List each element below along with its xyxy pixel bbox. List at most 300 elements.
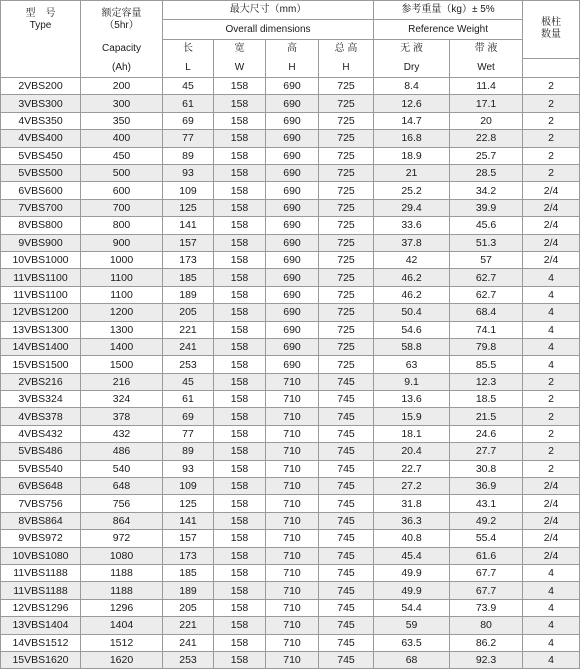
height-cell: 710 [266,443,319,460]
model-cell: 14VBS1400 [1,338,81,355]
model-cell: 10VBS1080 [1,547,81,564]
table-row [1,95,580,112]
total-height-cell: 745 [319,443,374,460]
table-row [1,130,580,147]
table-row [1,112,580,129]
length-cell: 253 [163,651,214,668]
capacity-cell: 1100 [81,286,163,303]
length-cell: 185 [163,269,214,286]
dry-weight-cell: 50.4 [374,304,450,321]
dry-weight-cell: 63.5 [374,634,450,651]
table-row [1,565,580,582]
width-cell: 158 [214,234,266,251]
length-cell: 157 [163,234,214,251]
capacity-cell: 648 [81,478,163,495]
dimensions-header-zh: 最大尺寸（mm） [229,4,307,16]
terminals-cell: 2 [523,391,580,408]
length-cell: 205 [163,599,214,616]
length-cell: 141 [163,217,214,234]
capacity-cell: 324 [81,391,163,408]
model-cell: 4VBS378 [1,408,81,425]
length-cell: 61 [163,391,214,408]
width-cell: 158 [214,373,266,390]
model-header-zh: 型 号 [25,8,56,20]
terminals-cell: 2 [523,443,580,460]
length-header-en: L [163,58,214,77]
dry-weight-cell: 25.2 [374,182,450,199]
capacity-cell: 972 [81,530,163,547]
terminals-header-blank [523,58,580,77]
terminals-cell: 4 [523,617,580,634]
terminals-cell: 2/4 [523,234,580,251]
dry-weight-cell: 22.7 [374,460,450,477]
table-row [1,217,580,234]
total-height-cell: 745 [319,391,374,408]
dry-weight-cell: 46.2 [374,286,450,303]
table-row [1,286,580,303]
capacity-cell: 1512 [81,634,163,651]
height-cell: 710 [266,651,319,668]
model-cell: 9VBS972 [1,530,81,547]
model-cell: 5VBS540 [1,460,81,477]
terminals-cell: 4 [523,565,580,582]
table-row [1,373,580,390]
width-cell: 158 [214,356,266,373]
width-cell: 158 [214,321,266,338]
height-cell: 710 [266,512,319,529]
length-cell: 69 [163,408,214,425]
dry-weight-cell: 63 [374,356,450,373]
wet-weight-cell: 20 [450,112,523,129]
dry-weight-cell: 40.8 [374,530,450,547]
height-cell: 690 [266,321,319,338]
total-height-cell: 745 [319,617,374,634]
total-height-cell: 725 [319,321,374,338]
wet-weight-header-en: Wet [450,58,523,77]
width-cell: 158 [214,547,266,564]
capacity-cell: 1296 [81,599,163,616]
width-header-zh: 宽 [214,39,266,58]
table-row [1,304,580,321]
height-cell: 690 [266,78,319,95]
terminals-header-zh-2: 数量 [541,29,562,41]
table-row [1,251,580,268]
length-cell: 221 [163,321,214,338]
total-height-cell: 745 [319,478,374,495]
model-cell: 10VBS1000 [1,251,81,268]
width-cell: 158 [214,182,266,199]
height-cell: 690 [266,234,319,251]
model-cell: 3VBS324 [1,391,81,408]
total-height-cell: 725 [319,356,374,373]
terminals-cell: 4 [523,599,580,616]
length-cell: 173 [163,547,214,564]
width-cell: 158 [214,582,266,599]
height-cell: 690 [266,217,319,234]
width-cell: 158 [214,478,266,495]
dry-weight-header-en: Dry [374,58,450,77]
model-cell: 4VBS432 [1,425,81,442]
total-height-cell: 745 [319,460,374,477]
capacity-cell: 1188 [81,582,163,599]
wet-weight-cell: 62.7 [450,286,523,303]
weight-header [374,1,523,20]
capacity-cell: 900 [81,234,163,251]
wet-weight-cell: 80 [450,617,523,634]
wet-weight-cell: 45.6 [450,217,523,234]
model-cell: 11VBS1100 [1,269,81,286]
capacity-cell: 540 [81,460,163,477]
dry-weight-cell: 54.4 [374,599,450,616]
capacity-header-unit: (Ah) [81,58,163,77]
terminals-cell: 2 [523,147,580,164]
terminals-cell: 2 [523,408,580,425]
model-cell: 11VBS1188 [1,565,81,582]
terminals-cell: 2 [523,165,580,182]
model-cell: 12VBS1200 [1,304,81,321]
height-cell: 710 [266,425,319,442]
capacity-cell: 600 [81,182,163,199]
total-height-cell: 725 [319,165,374,182]
width-cell: 158 [214,565,266,582]
length-cell: 125 [163,199,214,216]
length-cell: 93 [163,165,214,182]
wet-weight-cell: 39.9 [450,199,523,216]
terminals-cell: 4 [523,356,580,373]
total-height-cell: 745 [319,373,374,390]
capacity-cell: 1620 [81,651,163,668]
capacity-cell: 216 [81,373,163,390]
table-row [1,147,580,164]
capacity-cell: 500 [81,165,163,182]
table-row [1,234,580,251]
table-row [1,582,580,599]
dry-weight-cell: 18.9 [374,147,450,164]
table-row [1,338,580,355]
height-cell: 710 [266,634,319,651]
table-row [1,478,580,495]
height-cell: 690 [266,269,319,286]
capacity-cell: 1500 [81,356,163,373]
capacity-header-rate: （5hr） [104,20,139,32]
height-cell: 690 [266,251,319,268]
wet-weight-cell: 30.8 [450,460,523,477]
length-cell: 77 [163,130,214,147]
capacity-cell: 1100 [81,269,163,286]
table-row [1,495,580,512]
total-height-cell: 745 [319,530,374,547]
total-height-cell: 745 [319,651,374,668]
dry-weight-cell: 16.8 [374,130,450,147]
height-cell: 710 [266,495,319,512]
length-cell: 157 [163,530,214,547]
width-cell: 158 [214,304,266,321]
total-height-cell: 725 [319,182,374,199]
width-cell: 158 [214,217,266,234]
terminals-header-zh-1: 极柱 [541,17,562,29]
height-cell: 690 [266,130,319,147]
length-cell: 141 [163,512,214,529]
width-cell: 158 [214,617,266,634]
total-height-header-zh: 总 高 [319,39,374,58]
capacity-cell: 450 [81,147,163,164]
wet-weight-cell: 92.3 [450,651,523,668]
length-cell: 109 [163,182,214,199]
model-header-en: Type [29,20,52,32]
table-row [1,199,580,216]
height-cell: 710 [266,582,319,599]
wet-weight-cell: 74.1 [450,321,523,338]
width-cell: 158 [214,408,266,425]
height-cell: 710 [266,478,319,495]
dry-weight-cell: 54.6 [374,321,450,338]
total-height-cell: 745 [319,512,374,529]
total-height-cell: 745 [319,565,374,582]
dry-weight-cell: 49.9 [374,582,450,599]
width-cell: 158 [214,78,266,95]
terminals-cell: 4 [523,321,580,338]
height-cell: 690 [266,338,319,355]
model-cell: 2VBS216 [1,373,81,390]
table-row [1,182,580,199]
terminals-cell: 2 [523,460,580,477]
height-cell: 710 [266,617,319,634]
terminals-cell: 2/4 [523,251,580,268]
model-cell: 3VBS300 [1,95,81,112]
model-cell: 6VBS648 [1,478,81,495]
dry-weight-cell: 37.8 [374,234,450,251]
model-cell: 4VBS400 [1,130,81,147]
total-height-cell: 725 [319,338,374,355]
capacity-header-zh: 额定容量 [101,8,142,20]
length-cell: 45 [163,78,214,95]
width-cell: 158 [214,112,266,129]
wet-weight-cell: 79.8 [450,338,523,355]
width-cell: 158 [214,130,266,147]
width-cell: 158 [214,599,266,616]
capacity-cell: 200 [81,78,163,95]
dry-weight-cell: 9.1 [374,373,450,390]
terminals-cell: 2/4 [523,478,580,495]
wet-weight-cell: 25.7 [450,147,523,164]
model-cell: 5VBS500 [1,165,81,182]
height-cell: 710 [266,373,319,390]
height-cell: 690 [266,165,319,182]
capacity-header-en: Capacity [81,39,163,58]
height-cell: 690 [266,199,319,216]
length-cell: 125 [163,495,214,512]
model-cell: 11VBS1100 [1,286,81,303]
table-row [1,443,580,460]
wet-weight-cell: 67.7 [450,565,523,582]
width-cell: 158 [214,251,266,268]
wet-weight-cell: 34.2 [450,182,523,199]
wet-weight-cell: 36.9 [450,478,523,495]
terminals-cell: 2/4 [523,530,580,547]
table-row [1,356,580,373]
wet-weight-cell: 27.7 [450,443,523,460]
height-cell: 710 [266,599,319,616]
capacity-cell: 400 [81,130,163,147]
model-cell: 15VBS1620 [1,651,81,668]
length-header-zh: 长 [163,39,214,58]
terminals-cell: 2 [523,78,580,95]
width-cell: 158 [214,199,266,216]
table-row [1,408,580,425]
table-row [1,425,580,442]
height-cell: 690 [266,112,319,129]
wet-weight-cell: 21.5 [450,408,523,425]
total-height-cell: 725 [319,130,374,147]
total-height-cell: 725 [319,269,374,286]
width-cell: 158 [214,425,266,442]
model-cell: 5VBS450 [1,147,81,164]
total-height-cell: 725 [319,199,374,216]
terminals-cell: 4 [523,582,580,599]
length-cell: 93 [163,460,214,477]
width-cell: 158 [214,634,266,651]
length-cell: 253 [163,356,214,373]
dry-weight-cell: 12.6 [374,95,450,112]
height-header-en: H [266,58,319,77]
length-cell: 61 [163,95,214,112]
dry-weight-cell: 36.3 [374,512,450,529]
total-height-cell: 725 [319,234,374,251]
total-height-cell: 725 [319,304,374,321]
terminals-cell: 4 [523,338,580,355]
terminals-cell: 2/4 [523,199,580,216]
length-cell: 189 [163,582,214,599]
table-row [1,391,580,408]
model-cell: 9VBS900 [1,234,81,251]
height-cell: 690 [266,356,319,373]
width-cell: 158 [214,286,266,303]
terminals-cell: 4 [523,634,580,651]
length-cell: 173 [163,251,214,268]
capacity-cell: 1400 [81,338,163,355]
dry-weight-cell: 31.8 [374,495,450,512]
capacity-cell: 864 [81,512,163,529]
dry-weight-cell: 29.4 [374,199,450,216]
model-cell: 11VBS1188 [1,582,81,599]
wet-weight-cell: 57 [450,251,523,268]
table-row [1,530,580,547]
width-cell: 158 [214,512,266,529]
model-cell: 13VBS1300 [1,321,81,338]
wet-weight-cell: 85.5 [450,356,523,373]
dry-weight-cell: 15.9 [374,408,450,425]
weight-header-zh: 参考重量（kg）± 5% [401,4,495,16]
terminals-cell: 2/4 [523,547,580,564]
wet-weight-cell: 61.6 [450,547,523,564]
width-cell: 158 [214,95,266,112]
dry-weight-cell: 49.9 [374,565,450,582]
height-cell: 710 [266,565,319,582]
terminals-cell: 4 [523,304,580,321]
length-cell: 69 [163,112,214,129]
height-cell: 710 [266,460,319,477]
height-cell: 710 [266,530,319,547]
wet-weight-cell: 11.4 [450,78,523,95]
width-cell: 158 [214,651,266,668]
table-row [1,78,580,95]
model-header [1,1,81,40]
width-header-en: W [214,58,266,77]
capacity-cell: 800 [81,217,163,234]
dry-weight-cell: 21 [374,165,450,182]
dimensions-header [163,1,374,20]
length-cell: 241 [163,634,214,651]
model-cell: 6VBS600 [1,182,81,199]
height-cell: 690 [266,147,319,164]
height-header-zh: 高 [266,39,319,58]
wet-weight-cell: 62.7 [450,269,523,286]
length-cell: 189 [163,286,214,303]
width-cell: 158 [214,443,266,460]
wet-weight-cell: 17.1 [450,95,523,112]
table-row [1,269,580,286]
height-cell: 710 [266,547,319,564]
height-cell: 690 [266,286,319,303]
table-row [1,321,580,338]
capacity-cell: 486 [81,443,163,460]
height-cell: 690 [266,304,319,321]
dry-weight-cell: 45.4 [374,547,450,564]
total-height-cell: 725 [319,147,374,164]
wet-weight-cell: 28.5 [450,165,523,182]
model-cell: 7VBS756 [1,495,81,512]
wet-weight-cell: 22.8 [450,130,523,147]
dry-weight-cell: 27.2 [374,478,450,495]
length-cell: 89 [163,147,214,164]
terminals-cell: 2/4 [523,182,580,199]
table-body [1,78,580,669]
table-header [1,1,580,78]
terminals-header [523,1,580,59]
height-cell: 690 [266,182,319,199]
capacity-cell: 1080 [81,547,163,564]
terminals-cell: 2/4 [523,512,580,529]
dimensions-header-en: Overall dimensions [163,20,374,39]
wet-weight-header-zh: 带 液 [450,39,523,58]
model-cell: 8VBS864 [1,512,81,529]
terminals-cell: 2 [523,112,580,129]
wet-weight-cell: 51.3 [450,234,523,251]
table-row [1,512,580,529]
table-row [1,599,580,616]
length-cell: 109 [163,478,214,495]
model-cell: 2VBS200 [1,78,81,95]
total-height-cell: 725 [319,251,374,268]
length-cell: 45 [163,373,214,390]
height-cell: 710 [266,408,319,425]
terminals-cell: 2 [523,425,580,442]
dry-weight-cell: 46.2 [374,269,450,286]
dry-weight-cell: 18.1 [374,425,450,442]
capacity-cell: 700 [81,199,163,216]
dry-weight-header-zh: 无 液 [374,39,450,58]
wet-weight-cell: 73.9 [450,599,523,616]
terminals-cell: 2/4 [523,217,580,234]
capacity-cell: 1300 [81,321,163,338]
total-height-cell: 745 [319,495,374,512]
dry-weight-cell: 13.6 [374,391,450,408]
capacity-cell: 1200 [81,304,163,321]
wet-weight-cell: 18.5 [450,391,523,408]
length-cell: 185 [163,565,214,582]
total-height-cell: 745 [319,599,374,616]
total-height-cell: 745 [319,408,374,425]
